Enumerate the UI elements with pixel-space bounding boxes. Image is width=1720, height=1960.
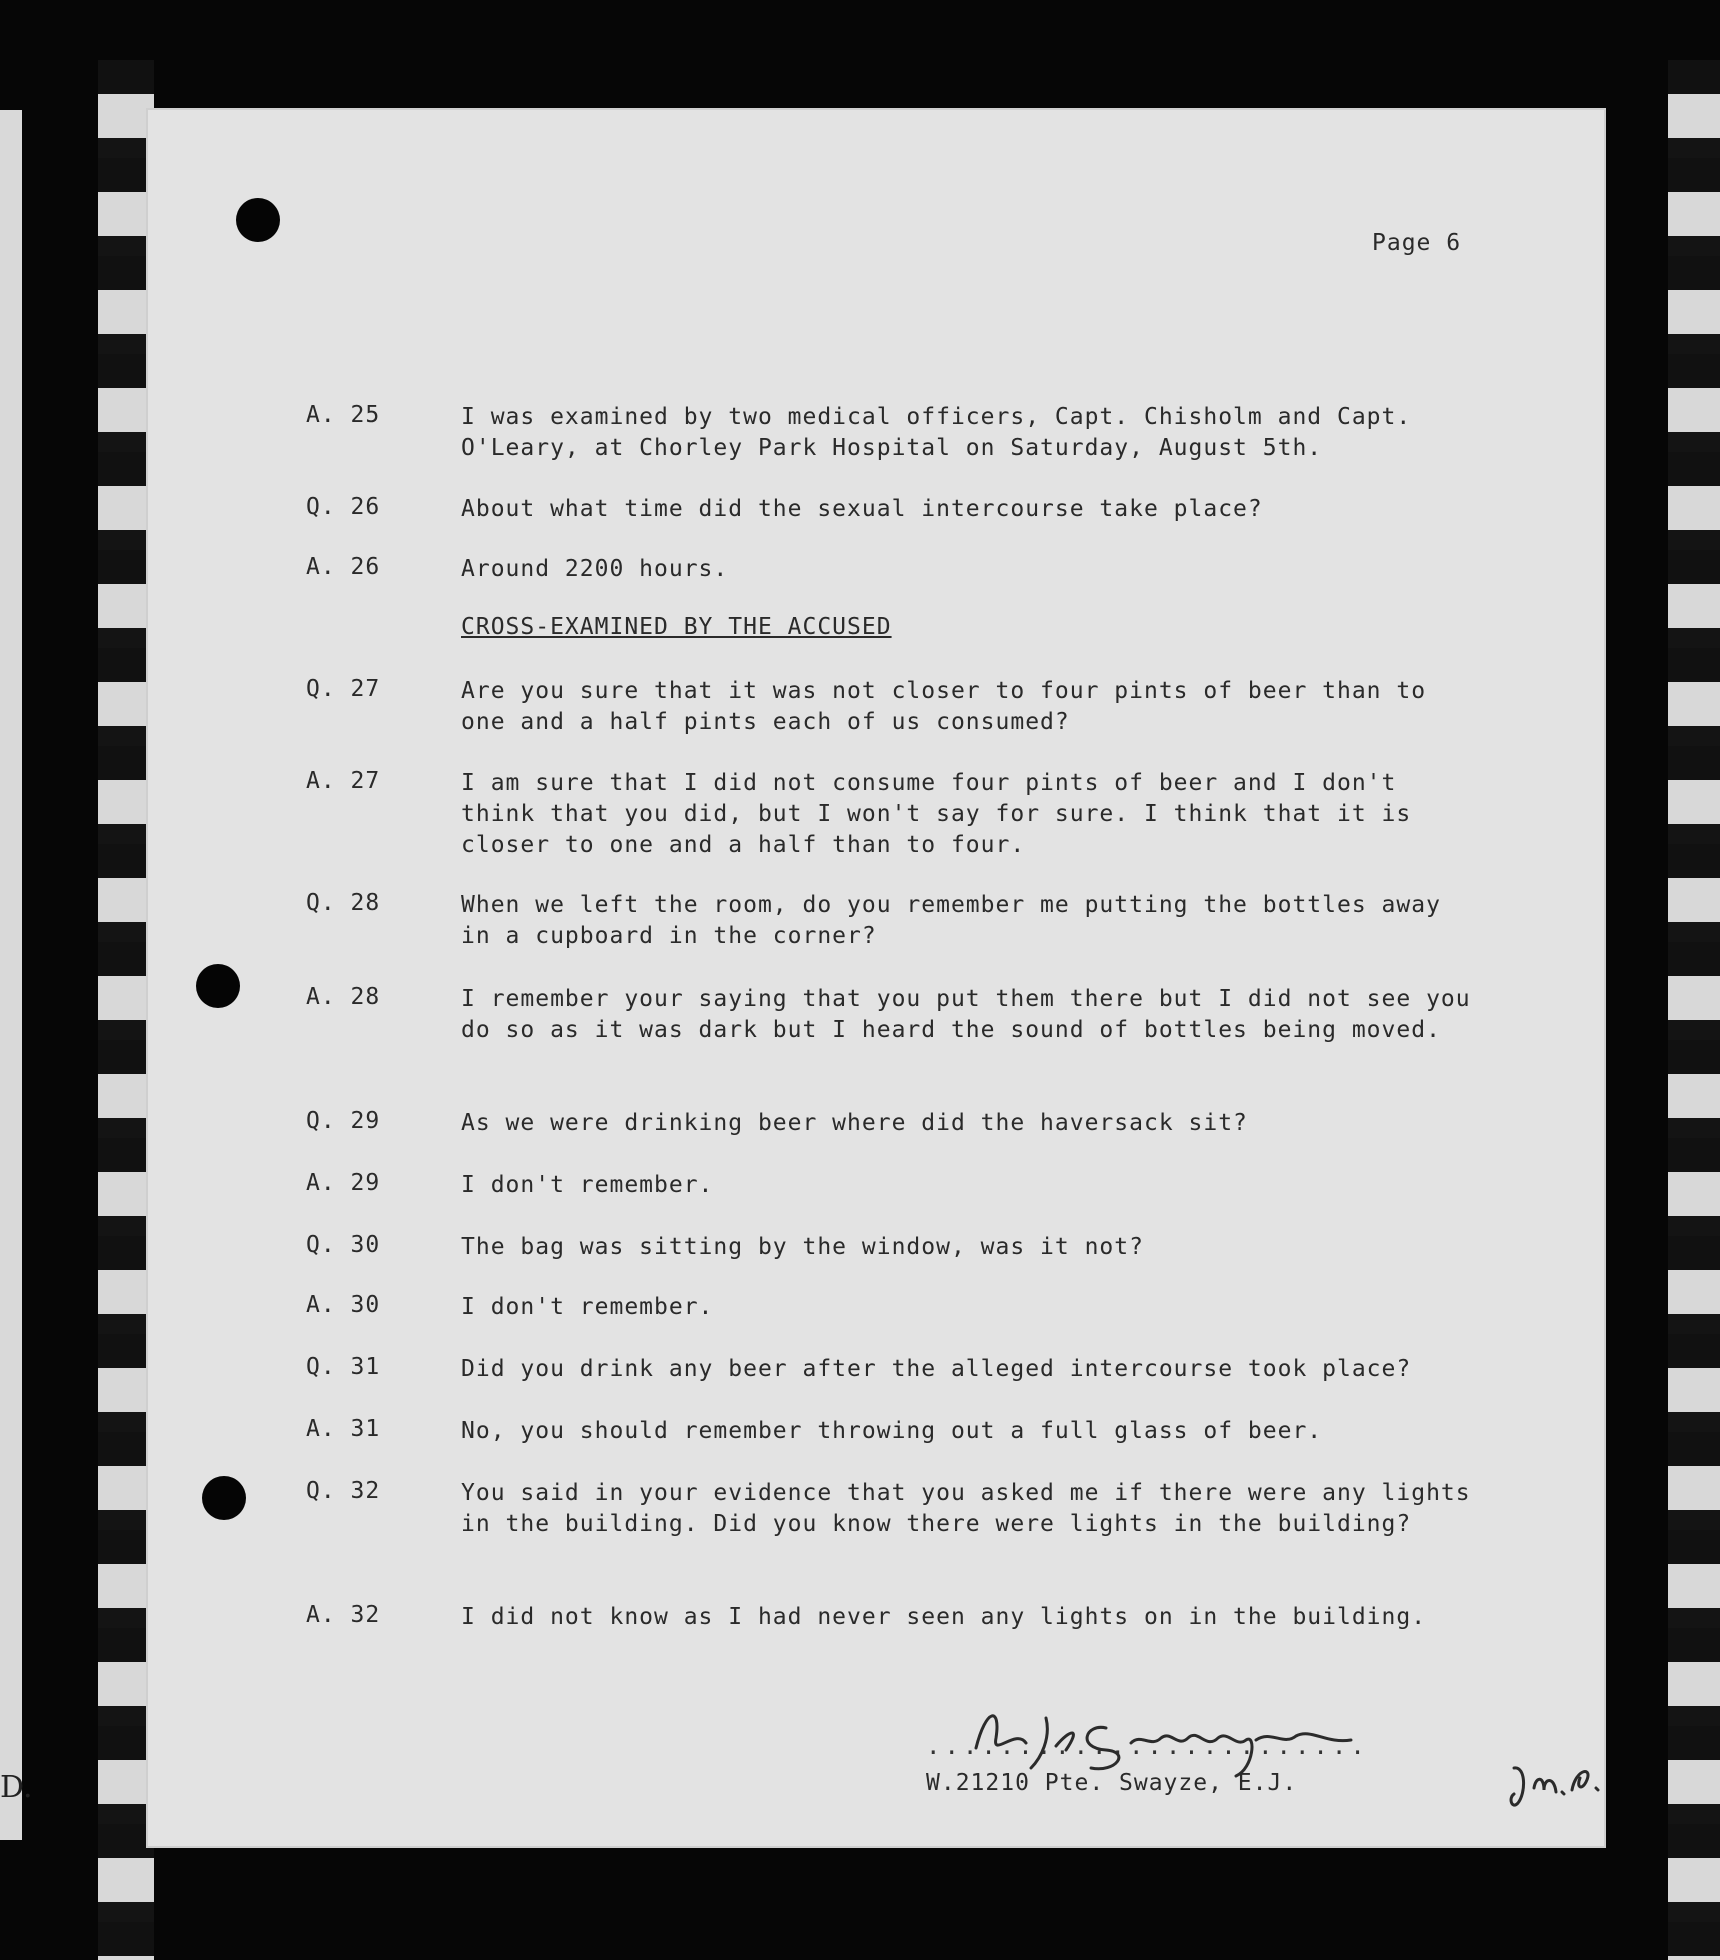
entry-text: The bag was sitting by the window, was it not?: [461, 1234, 1144, 1260]
entry-label: Q. 30: [306, 1232, 381, 1258]
entry-text: You said in your evidence that you asked me if there were any lights in the building. Did you know there were lights in the building?: [461, 1480, 1471, 1537]
handwritten-signature: [956, 1688, 1376, 1778]
entry-text: I don't remember.: [461, 1294, 714, 1320]
entry-label: A. 28: [306, 984, 381, 1010]
entry-label: A. 32: [306, 1602, 381, 1628]
entry-label: Q. 26: [306, 494, 381, 520]
page-number: Page 6: [1372, 230, 1462, 256]
film-perforation-right: [1668, 60, 1720, 1960]
entry-text: I was examined by two medical officers, Capt. Chisholm and Capt. O'Leary, at Chorley Park Hospital on Saturday, August 5th.: [461, 404, 1412, 461]
entry-label: Q. 27: [306, 676, 381, 702]
punch-hole-middle: [196, 964, 240, 1008]
handwritten-initials: [1504, 1748, 1614, 1818]
entry-text: About what time did the sexual intercourse take place?: [461, 496, 1263, 522]
entry-label: Q. 29: [306, 1108, 381, 1134]
entry-text: Around 2200 hours.: [461, 556, 729, 582]
section-heading: CROSS-EXAMINED BY THE ACCUSED: [461, 614, 892, 640]
entry-text: I remember your saying that you put them there but I did not see you do so as it was dark but I heard the sound of bottles being moved.: [461, 986, 1471, 1043]
entry-text: Are you sure that it was not closer to four pints of beer than to one and a half pints each of us consumed?: [461, 678, 1427, 735]
signature-block: [926, 1688, 1486, 1818]
entry-label: A. 30: [306, 1292, 381, 1318]
entry-label: A. 27: [306, 768, 381, 794]
entry-text: I did not know as I had never seen any lights on in the building.: [461, 1604, 1427, 1630]
previous-page-edge: [0, 110, 22, 1840]
typed-signature-name: W.21210 Pte. Swayze, E.J.: [926, 1770, 1298, 1796]
previous-page-mark: D.: [0, 1770, 33, 1805]
entry-text: When we left the room, do you remember me putting the bottles away in a cupboard in the corner?: [461, 892, 1441, 949]
entry-text: Did you drink any beer after the alleged intercourse took place?: [461, 1356, 1412, 1382]
entry-label: A. 26: [306, 554, 381, 580]
entry-label: A. 29: [306, 1170, 381, 1196]
document-page: [146, 108, 1606, 1848]
entry-label: Q. 31: [306, 1354, 381, 1380]
entry-label: Q. 28: [306, 890, 381, 916]
entry-text: I don't remember.: [461, 1172, 714, 1198]
signature-line: ........................: [926, 1732, 1369, 1760]
entry-text: No, you should remember throwing out a full glass of beer.: [461, 1418, 1323, 1444]
entry-text: I am sure that I did not consume four pints of beer and I don't think that you did, but I won't say for sure. I think that it is closer to one and a half than to four.: [461, 770, 1412, 858]
entry-label: A. 25: [306, 402, 381, 428]
punch-hole-top: [236, 198, 280, 242]
entry-text: As we were drinking beer where did the haversack sit?: [461, 1110, 1248, 1136]
punch-hole-bottom: [202, 1476, 246, 1520]
entry-label: Q. 32: [306, 1478, 381, 1504]
entry-label: A. 31: [306, 1416, 381, 1442]
